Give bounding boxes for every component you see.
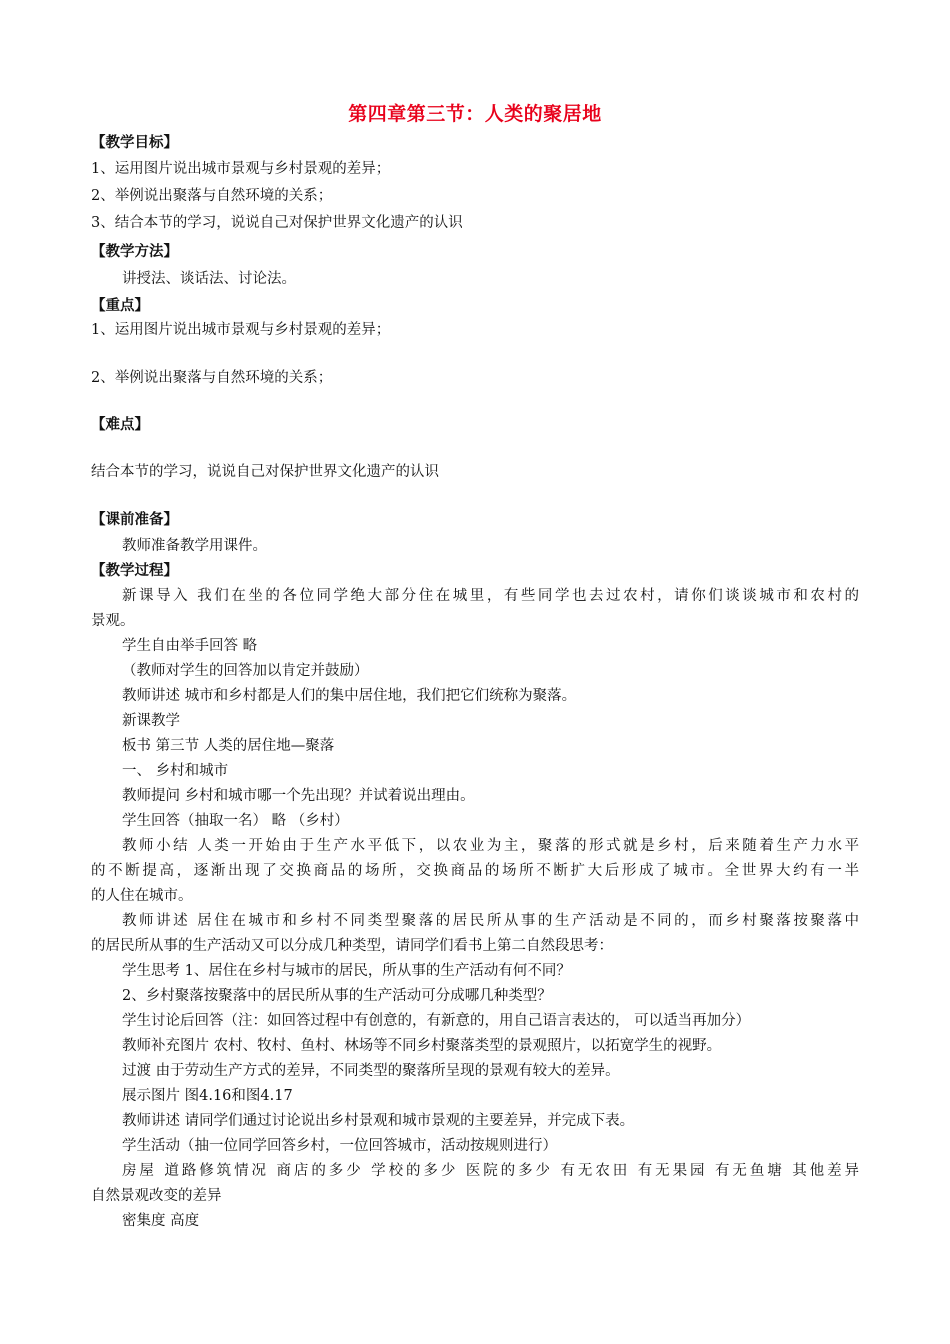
preparation-text: 教师准备教学用课件。 — [122, 538, 267, 554]
process-line: 自然景观改变的差异 — [91, 1188, 222, 1204]
difficulty-heading: 【难点】 — [91, 417, 149, 433]
process-line: 的居民所从事的生产活动又可以分成几种类型，请同学们看书上第二自然段思考： — [91, 938, 613, 954]
goal-item-3: 3、结合本节的学习，说说自己对保护世界文化遗产的认识 — [91, 215, 463, 231]
process-line: 2、乡村聚落按聚落中的居民所从事的生产活动可分成哪几种类型？ — [122, 988, 552, 1004]
goals-heading: 【教学目标】 — [91, 135, 178, 151]
key-point-1: 1、运用图片说出城市景观与乡村景观的差异； — [91, 322, 391, 338]
process-line: 教师讲述 请同学们通过讨论说出乡村景观和城市景观的主要差异，并完成下表。 — [122, 1113, 635, 1129]
process-line: 过渡 由于劳动生产方式的差异，不同类型的聚落所呈现的景观有较大的差异。 — [122, 1063, 620, 1079]
page-title: 第四章第三节：人类的聚居地 — [348, 103, 602, 125]
process-line: 教师补充图片 农村、牧村、鱼村、林场等不同乡村聚落类型的景观照片，以拓宽学生的视野。 — [122, 1038, 722, 1054]
process-line: 学生自由举手回答 略 — [122, 638, 258, 654]
process-line: （教师对学生的回答加以肯定并鼓励） — [122, 663, 369, 679]
process-line: 新课教学 — [122, 713, 180, 729]
process-line: 教师小结 人类一开始由于生产水平低下，以农业为主，聚落的形式就是乡村，后来随着生产力水平 — [122, 838, 859, 854]
process-line: 学生讨论后回答（注：如回答过程中有创意的，有新意的，用自己语言表达的， 可以适当再加分） — [122, 1013, 751, 1029]
goal-item-2: 2、举例说出聚落与自然环境的关系； — [91, 188, 333, 204]
process-line: 景观。 — [91, 613, 135, 629]
goal-item-1: 1、运用图片说出城市景观与乡村景观的差异； — [91, 161, 391, 177]
key-points-heading: 【重点】 — [91, 298, 149, 314]
process-line: 展示图片 图4.16和图4.17 — [122, 1088, 293, 1104]
preparation-heading: 【课前准备】 — [91, 512, 178, 528]
difficulty-text: 结合本节的学习，说说自己对保护世界文化遗产的认识 — [91, 464, 439, 480]
key-point-2: 2、举例说出聚落与自然环境的关系； — [91, 370, 333, 386]
process-line: 教师提问 乡村和城市哪一个先出现？并试着说出理由。 — [122, 788, 475, 804]
process-line: 学生回答（抽取一名） 略 （乡村） — [122, 813, 349, 829]
process-line: 教师讲述 居住在城市和乡村不同类型聚落的居民所从事的生产活动是不同的，而乡村聚落按聚落中 — [122, 913, 859, 929]
process-line: 学生思考 1、居住在乡村与城市的居民，所从事的生产活动有何不同？ — [122, 963, 571, 979]
process-line: 房屋 道路修筑情况 商店的多少 学校的多少 医院的多少 有无农田 有无果园 有无鱼塘 其他差异 — [122, 1163, 859, 1179]
process-line: 学生活动（抽一位同学回答乡村，一位回答城市，活动按规则进行） — [122, 1138, 557, 1154]
process-line: 板书 第三节 人类的居住地—聚落 — [122, 738, 335, 754]
methods-heading: 【教学方法】 — [91, 244, 178, 260]
process-line: 的人住在城市。 — [91, 888, 193, 904]
process-line: 一、 乡村和城市 — [122, 763, 229, 779]
process-line: 教师讲述 城市和乡村都是人们的集中居住地，我们把它们统称为聚落。 — [122, 688, 577, 704]
process-line: 密集度 高度 — [122, 1213, 200, 1229]
process-line: 的不断提高，逐渐出现了交换商品的场所，交换商品的场所不断扩大后形成了城市。全世界大约有一半 — [91, 863, 859, 879]
process-heading: 【教学过程】 — [91, 563, 178, 579]
methods-text: 讲授法、谈话法、讨论法。 — [122, 271, 296, 287]
process-line: 新课导入 我们在坐的各位同学绝大部分住在城里，有些同学也去过农村，请你们谈谈城市和农村的 — [122, 588, 859, 604]
